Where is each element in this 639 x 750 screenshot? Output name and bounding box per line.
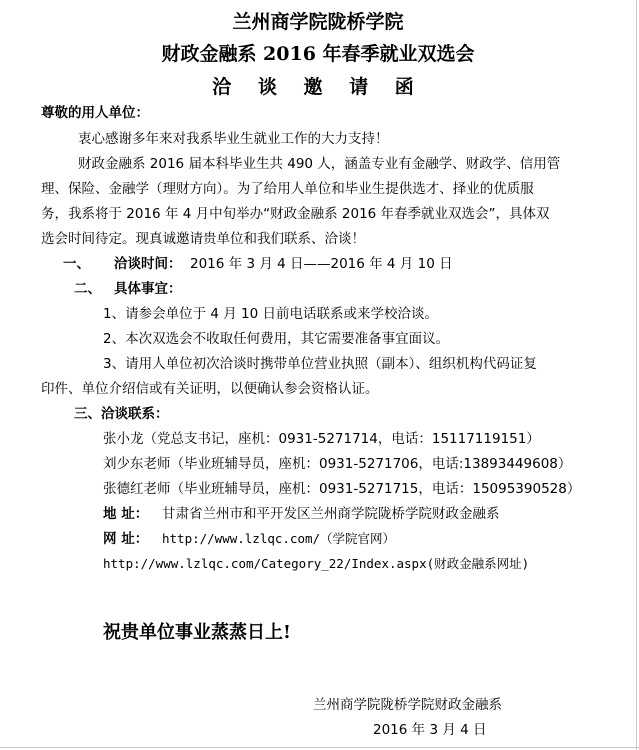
item-2: 2、本次双选会不收取任何费用，其它需要准备事宜面议。 xyxy=(103,331,450,347)
item-3-line-1: 3、请用人单位初次洽谈时携带单位营业执照（副本）、组织机构代码证复 xyxy=(103,356,537,372)
contact-1: 张小龙（党总支书记，座机：0931-5271714，电话：15117119151） xyxy=(103,431,540,447)
website-link-college[interactable]: http://www.lzlqc.com/（学院官网） xyxy=(162,531,396,546)
intro-line-1: 财政金融系 2016 届本科毕业生共 490 人，涵盖专业有金融学、财政学、信用管 xyxy=(78,156,561,172)
section1-label: 洽谈时间： xyxy=(114,256,182,272)
item-1: 1、请参会单位于 4 月 10 日前电话联系或来学校洽谈。 xyxy=(103,306,439,322)
section2-label: 具体事宜： xyxy=(114,281,182,297)
intro-line-4: 选会时间待定。现真诚邀请贵单位和我们联系、洽谈！ xyxy=(41,231,365,247)
blessing: 祝贵单位事业蒸蒸日上! xyxy=(103,622,291,643)
section2-number: 二、 xyxy=(74,281,101,297)
section1-value: 2016 年 3 月 4 日——2016 年 4 月 10 日 xyxy=(190,256,453,272)
contact-2: 刘少东老师（毕业班辅导员，座机：0931-5271706，电话:13893449608） xyxy=(103,456,572,472)
signature-date: 2016 年 3 月 4 日 xyxy=(373,722,487,738)
address-value: 甘肃省兰州市和平开发区兰州商学院陇桥学院财政金融系 xyxy=(162,506,500,522)
intro-line-3: 务，我系将于 2016 年 4 月中旬举办“财政金融系 2016 年春季就业双选会”，具体双 xyxy=(41,206,550,222)
thanks-text: 衷心感谢多年来对我系毕业生就业工作的大力支持！ xyxy=(78,131,389,147)
address-label: 地 址： xyxy=(103,506,149,522)
page-border-bottom xyxy=(0,747,639,748)
website-label: 网 址： xyxy=(103,531,149,547)
section3-heading: 三、洽谈联系： xyxy=(74,406,169,422)
item-3-line-2: 印件、单位介绍信或有关证明，以便确认参会资格认证。 xyxy=(41,381,379,397)
title-invitation: 洽 谈 邀 请 函 xyxy=(212,76,424,98)
title-event: 财政金融系 2016 年春季就业双选会 xyxy=(161,43,475,65)
section1-number: 一、 xyxy=(63,256,90,272)
title-school: 兰州商学院陇桥学院 xyxy=(232,11,404,33)
contact-3: 张德红老师（毕业班辅导员，座机：0931-5271715，电话：15095390528） xyxy=(103,481,581,497)
website-link-department[interactable]: http://www.lzlqc.com/Category_22/Index.aspx(财政金融系网址) xyxy=(103,556,530,571)
page-border-right xyxy=(636,0,637,750)
intro-line-2: 理、保险、金融学（理财方向）。为了给用人单位和毕业生提供选才、择业的优质服 xyxy=(41,181,534,197)
signature-org: 兰州商学院陇桥学院财政金融系 xyxy=(313,697,502,713)
salutation: 尊敬的用人单位： xyxy=(41,105,149,121)
